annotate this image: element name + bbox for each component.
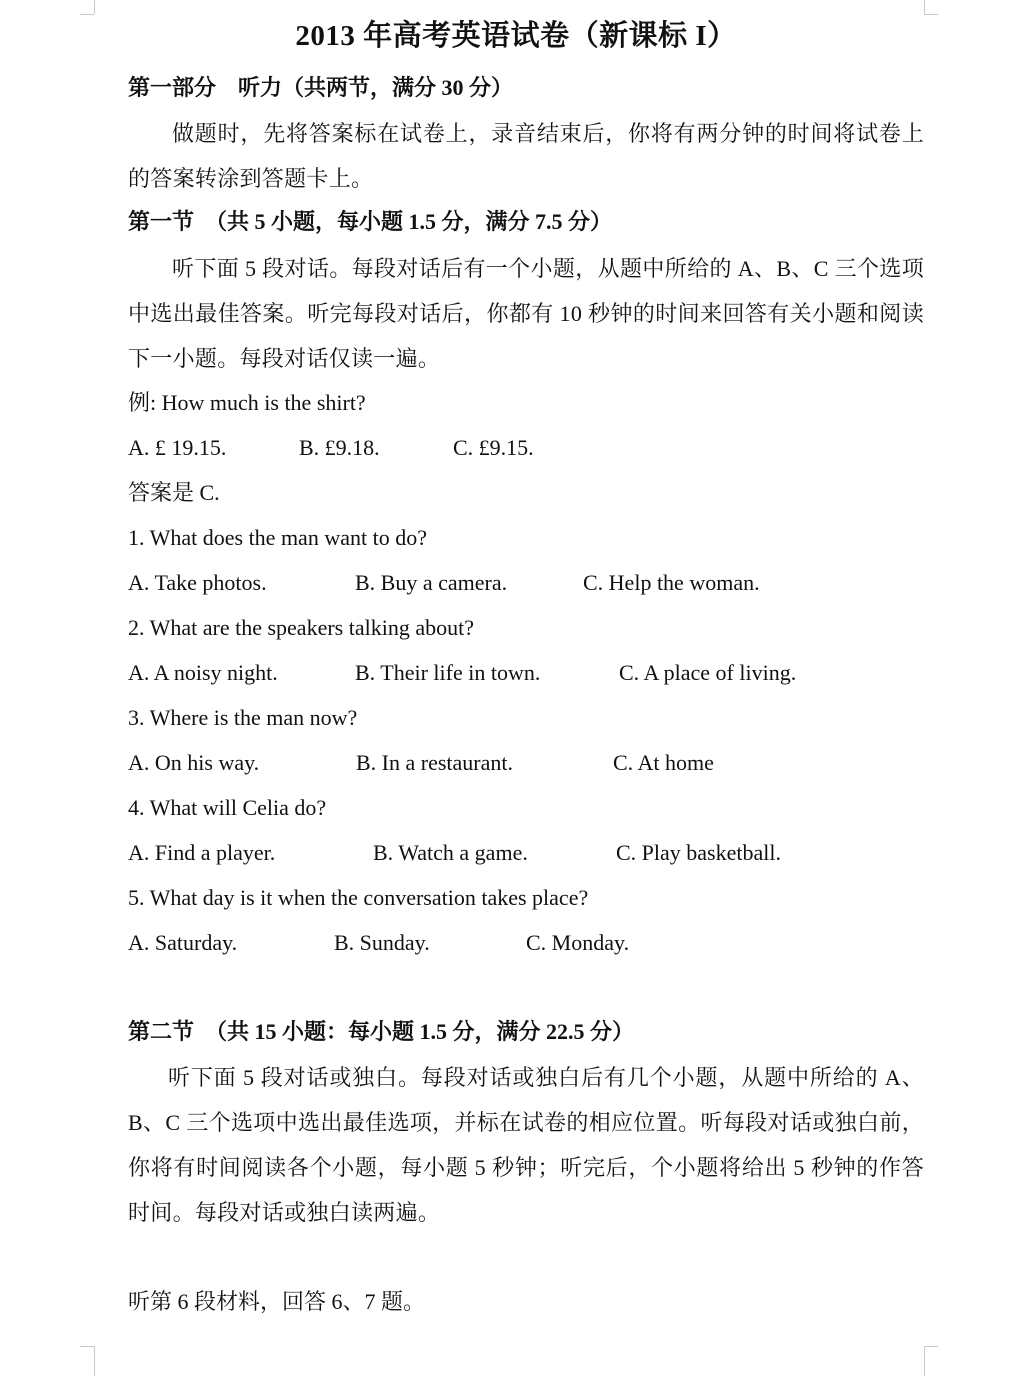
crop-mark [80,1346,94,1347]
option-b: B. In a restaurant. [356,750,513,775]
option-b: B. Sunday. [334,930,430,955]
option-c: C. At home [613,750,714,775]
option-a: A. On his way. [128,750,260,775]
option-b: B. Their life in town. [355,660,541,685]
example-answer: 答案是 C. [128,480,220,505]
option-a: A. Find a player. [128,840,276,865]
option-a: A. A noisy night. [128,660,278,685]
crop-mark [94,0,95,14]
part1-heading: 第一部分 听力（共两节，满分 30 分） [128,75,514,100]
option-c: C. Play basketball. [616,840,781,865]
section2-heading: 第二节 （共 15 小题：每小题 1.5 分，满分 22.5 分） [128,1019,635,1044]
option-c: C. Help the woman. [583,570,760,595]
option-a: A. £ 19.15. [128,435,227,460]
crop-mark [924,0,925,14]
crop-mark [924,1346,925,1376]
crop-mark [924,14,938,15]
crop-mark [80,14,94,15]
option-b: B. Buy a camera. [355,570,508,595]
option-a: A. Take photos. [128,570,267,595]
question-4: 4. What will Celia do? [128,795,327,820]
question-2: 2. What are the speakers talking about? [128,615,474,640]
option-b: B. Watch a game. [373,840,528,865]
page-title: 2013 年高考英语试卷（新课标 I） [295,20,737,52]
option-c: C. A place of living. [619,660,797,685]
option-c: C. £9.15. [453,435,534,460]
example-question: 例: How much is the shirt? [128,390,366,415]
intro-paragraph: 做题时，先将答案标在试卷上，录音结束后，你将有两分钟的时间将试卷上的答案转涂到答题卡上。 [128,121,924,191]
material-note: 听第 6 段材料，回答 6、7 题。 [128,1289,426,1314]
question-5: 5. What day is it when the conversation takes place? [128,885,589,910]
option-b: B. £9.18. [299,435,380,460]
option-c: C. Monday. [526,930,630,955]
section2-instructions: 听下面 5 段对话或独白。每段对话或独白后有几个小题，从题中所给的 A、B、C 三个选项中选出最佳选项，并标在试卷的相应位置。听每段对话或独白前，你将有时间阅读各个小题，每小题 5 秒钟；听完后，个小题将给出 5 秒钟的作答时间。每段对话或独白读两遍。 [128,1065,924,1225]
section1-instructions: 听下面 5 段对话。每段对话后有一个小题，从题中所给的 A、B、C 三个选项中选出最佳答案。听完每段对话后，你都有 10 秒钟的时间来回答有关小题和阅读下一小题。每段对话仅读一遍。 [128,256,924,371]
crop-mark [94,1346,95,1376]
question-1: 1. What does the man want to do? [128,525,427,550]
option-a: A. Saturday. [128,930,238,955]
section1-heading: 第一节 （共 5 小题，每小题 1.5 分，满分 7.5 分） [128,209,613,234]
crop-mark [924,1346,938,1347]
question-3: 3. Where is the man now? [128,705,358,730]
